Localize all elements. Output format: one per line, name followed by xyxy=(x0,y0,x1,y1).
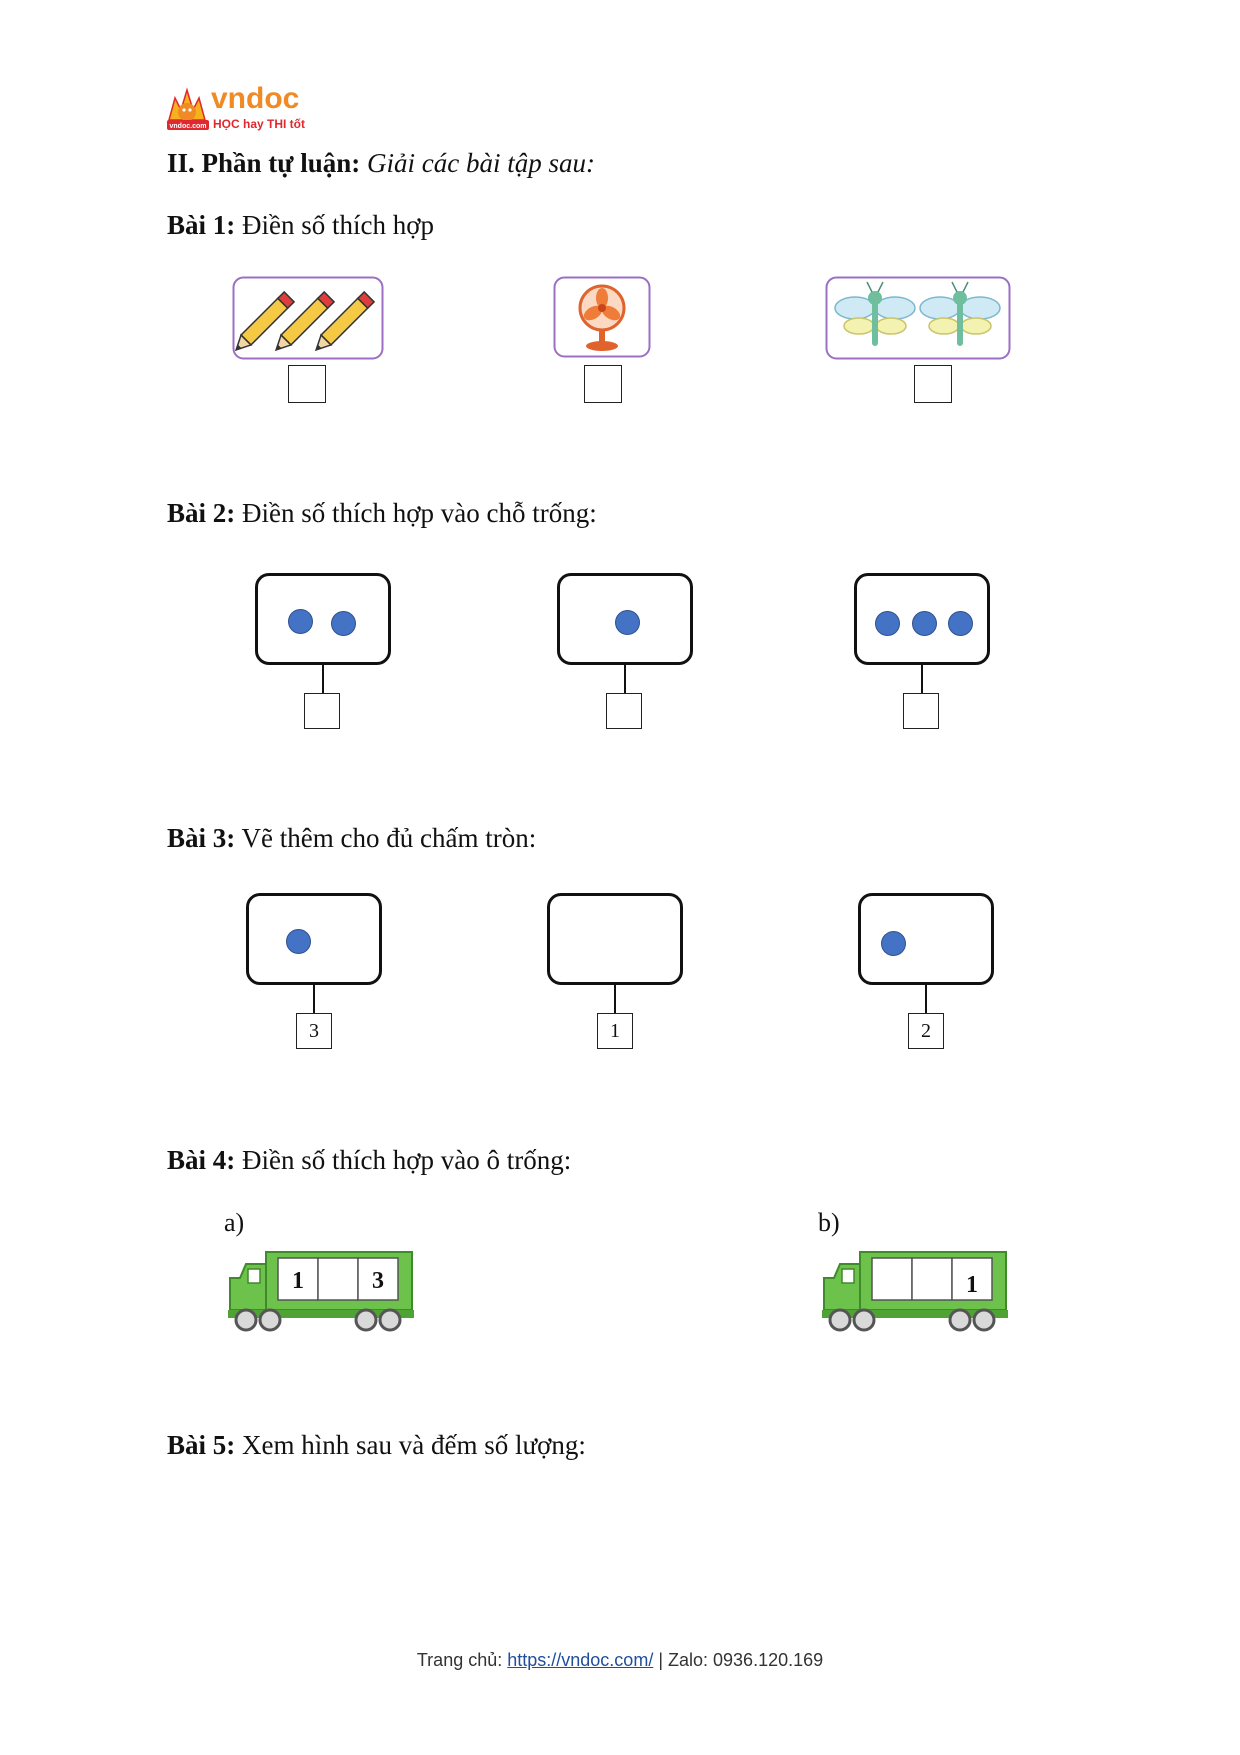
blue-dot xyxy=(615,610,640,635)
footer-suffix: | Zalo: 0936.120.169 xyxy=(653,1650,824,1670)
fan-picture-frame xyxy=(553,276,651,363)
blue-dot xyxy=(948,611,973,636)
exercise-1-heading xyxy=(167,210,434,241)
target-number: 1 xyxy=(597,1013,633,1049)
exercise-label: Bài 5: xyxy=(167,1430,236,1460)
connector-line xyxy=(614,985,616,1014)
blue-dot xyxy=(288,609,313,634)
dot-frame xyxy=(854,573,990,665)
section-subtitle: Giải các bài tập sau: xyxy=(367,148,595,178)
dragonfly-picture-frame xyxy=(825,276,1011,365)
target-number: 3 xyxy=(296,1013,332,1049)
exercise-text: Điền số thích hợp vào ô trống: xyxy=(242,1145,572,1175)
logo-tagline: HỌC hay THI tốt xyxy=(213,117,305,131)
dot-frame[interactable] xyxy=(858,893,994,985)
part-b-label: b) xyxy=(818,1208,840,1237)
blue-dot xyxy=(286,929,311,954)
footer-prefix: Trang chủ: xyxy=(416,1650,508,1670)
section-heading xyxy=(167,148,595,179)
exercise-5-heading xyxy=(167,1430,586,1461)
dot-frame xyxy=(557,573,693,665)
pencil-picture-frame xyxy=(232,276,384,365)
blue-dot xyxy=(912,611,937,636)
part-a-label: a) xyxy=(224,1208,245,1237)
answer-box-dragonflies[interactable] xyxy=(914,365,952,403)
exercise-text: Xem hình sau và đếm số lượng: xyxy=(242,1430,586,1460)
truck-cell: 1 xyxy=(292,1268,304,1294)
connector-line xyxy=(313,985,315,1014)
blue-dot xyxy=(875,611,900,636)
section-title: II. Phần tự luận: xyxy=(167,148,361,178)
answer-box-2c[interactable] xyxy=(903,693,939,729)
answer-box-2b[interactable] xyxy=(606,693,642,729)
logo-brand: vndoc xyxy=(211,82,300,115)
exercise-text: Vẽ thêm cho đủ chấm tròn: xyxy=(241,823,537,853)
exercise-2-heading xyxy=(167,498,597,529)
blue-dot xyxy=(331,611,356,636)
target-number: 2 xyxy=(908,1013,944,1049)
dot-frame[interactable] xyxy=(547,893,683,985)
connector-line xyxy=(322,665,324,694)
truck-cell: 3 xyxy=(372,1268,384,1294)
truck-b xyxy=(820,1250,1010,1339)
truck-a xyxy=(226,1250,416,1339)
logo-badge: vndoc.com xyxy=(169,123,207,130)
connector-line xyxy=(925,985,927,1014)
exercise-label: Bài 4: xyxy=(167,1145,236,1175)
exercise-label: Bài 1: xyxy=(167,210,236,240)
answer-box-pencils[interactable] xyxy=(288,365,326,403)
truck-cell: 1 xyxy=(966,1272,978,1298)
exercise-label: Bài 2: xyxy=(167,498,236,528)
page-footer xyxy=(0,1650,1240,1671)
homepage-link[interactable]: https://vndoc.com/ xyxy=(507,1650,654,1670)
exercise-label: Bài 3: xyxy=(167,823,236,853)
blue-dot xyxy=(881,931,906,956)
answer-box-fan[interactable] xyxy=(584,365,622,403)
vndoc-logo xyxy=(165,80,325,136)
exercise-text: Điền số thích hợp xyxy=(242,210,435,240)
exercise-3-heading xyxy=(167,823,536,854)
exercise-text: Điền số thích hợp vào chỗ trống: xyxy=(242,498,597,528)
answer-box-2a[interactable] xyxy=(304,693,340,729)
exercise-4-heading xyxy=(167,1145,571,1176)
dot-frame[interactable] xyxy=(246,893,382,985)
dot-frame xyxy=(255,573,391,665)
connector-line xyxy=(921,665,923,694)
connector-line xyxy=(624,665,626,694)
